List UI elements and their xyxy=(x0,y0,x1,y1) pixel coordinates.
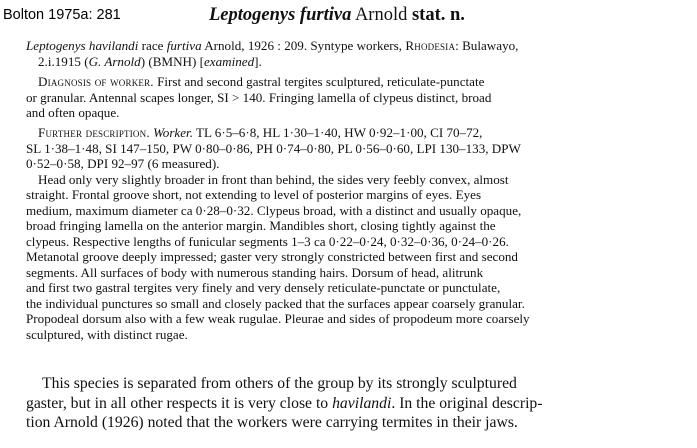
further-line-6: medium, maximum diameter ca 0·28–0·32. Clypeus broad, with a distinct and usually opaque, xyxy=(26,202,522,218)
remarks-text: . In the original descrip- xyxy=(391,394,543,412)
further-line-9: Metanotal groove deeply impressed; gaster very strongly constricted between first and second xyxy=(26,249,518,264)
further-line-10: segments. All surfaces of body with numerous standing hairs. Dorsum of head, alitrunk xyxy=(26,264,484,280)
citation-label: Bolton 1975a: 281 xyxy=(3,7,121,23)
further-line-14: sculptured, with distinct rugae. xyxy=(26,326,188,342)
remarks-species-ref: havilandi xyxy=(332,394,392,412)
diagnosis-text: First and second gastral tergites sculptured, reticulate-punctate xyxy=(157,74,485,89)
further-heading: Further description. xyxy=(38,125,150,140)
synonymy-text: 2.i.1915 ( xyxy=(38,53,89,69)
further-line-1 xyxy=(26,125,678,141)
examined-note: examined xyxy=(203,53,255,69)
taxon-name: Leptogenys furtiva xyxy=(209,5,352,25)
diagnosis-heading: Diagnosis of worker. xyxy=(38,74,154,89)
further-description-paragraph xyxy=(26,125,678,342)
synonymy-paragraph xyxy=(26,38,678,69)
taxon-author: Arnold xyxy=(354,5,408,25)
synonymy-text: ]. xyxy=(254,53,262,69)
remarks-line-3: tion Arnold (1926) noted that the workers were carrying termites in their jaws. xyxy=(26,414,518,431)
diagnosis-line-3: and often opaque. xyxy=(26,105,120,120)
remarks-paragraph xyxy=(26,374,678,433)
synonymy-line-1 xyxy=(26,38,678,54)
further-line-3: 0·52–0·58, DPI 92–97 (6 measured). xyxy=(26,156,220,171)
further-text: TL 6·5–6·8, HL 1·30–1·40, HW 0·92–1·00, CI 70–72, xyxy=(196,125,483,140)
synonym-name: Leptogenys havilandi xyxy=(26,38,139,53)
further-line-13: Propodeal dorsum also with a few weak rugulae. Pleurae and sides of propodeum more coarsely xyxy=(26,311,530,326)
synonymy-locality: Rhodesia xyxy=(405,38,456,53)
taxon-status: stat. n. xyxy=(411,5,465,25)
synonymy-text: : Bulawayo, xyxy=(455,38,519,53)
further-line-7: broad fringing lamella on the anterior margin. Mandibles short, closing tightly against the xyxy=(26,218,496,233)
remarks-line-1: This species is separated from others of the group by its strongly sculptured xyxy=(42,375,517,392)
diagnosis-line-1 xyxy=(26,74,678,90)
synonym-subname: furtiva xyxy=(166,38,202,53)
synonymy-text: ) (BMNH) [ xyxy=(140,53,204,69)
collector-name: G. Arnold xyxy=(88,53,141,69)
diagnosis-line-2: or granular. Antennal scapes longer, SI > 140. Fringing lamella of clypeus distinct, broad xyxy=(26,89,492,105)
caste-label: Worker. xyxy=(153,125,193,140)
remarks-line-2 xyxy=(26,394,678,414)
further-line-11: and first two gastral tergites very finely and very densely reticulate-punctate or punctulate, xyxy=(26,280,501,295)
further-line-12: the individual punctures so small and closely packed that the surfaces appear coarsely granular. xyxy=(26,295,525,311)
further-line-8: clypeus. Respective lengths of funicular segments 1–3 ca 0·22–0·24, 0·32–0·36, 0·24–0·26. xyxy=(26,233,509,249)
synonymy-line-2 xyxy=(26,54,678,70)
species-title xyxy=(209,4,465,26)
remarks-text: gaster, but in all other respects it is very close to xyxy=(26,394,333,412)
synonymy-text: Arnold, 1926 : 209. Syntype workers, xyxy=(201,38,406,53)
synonymy-text: race xyxy=(138,38,167,53)
further-line-2: SL 1·38–1·48, SI 147–150, PW 0·80–0·86, PH 0·74–0·80, PL 0·56–0·60, LPI 130–133, DPW xyxy=(26,140,521,156)
further-line-4: Head only very slightly broader in front than behind, the sides very feebly convex, almost xyxy=(38,171,509,187)
page-header xyxy=(0,0,697,30)
further-line-5: straight. Frontal groove short, not extending to level of posterior margins of eyes. Eyes xyxy=(26,187,482,202)
diagnosis-paragraph xyxy=(26,74,678,121)
